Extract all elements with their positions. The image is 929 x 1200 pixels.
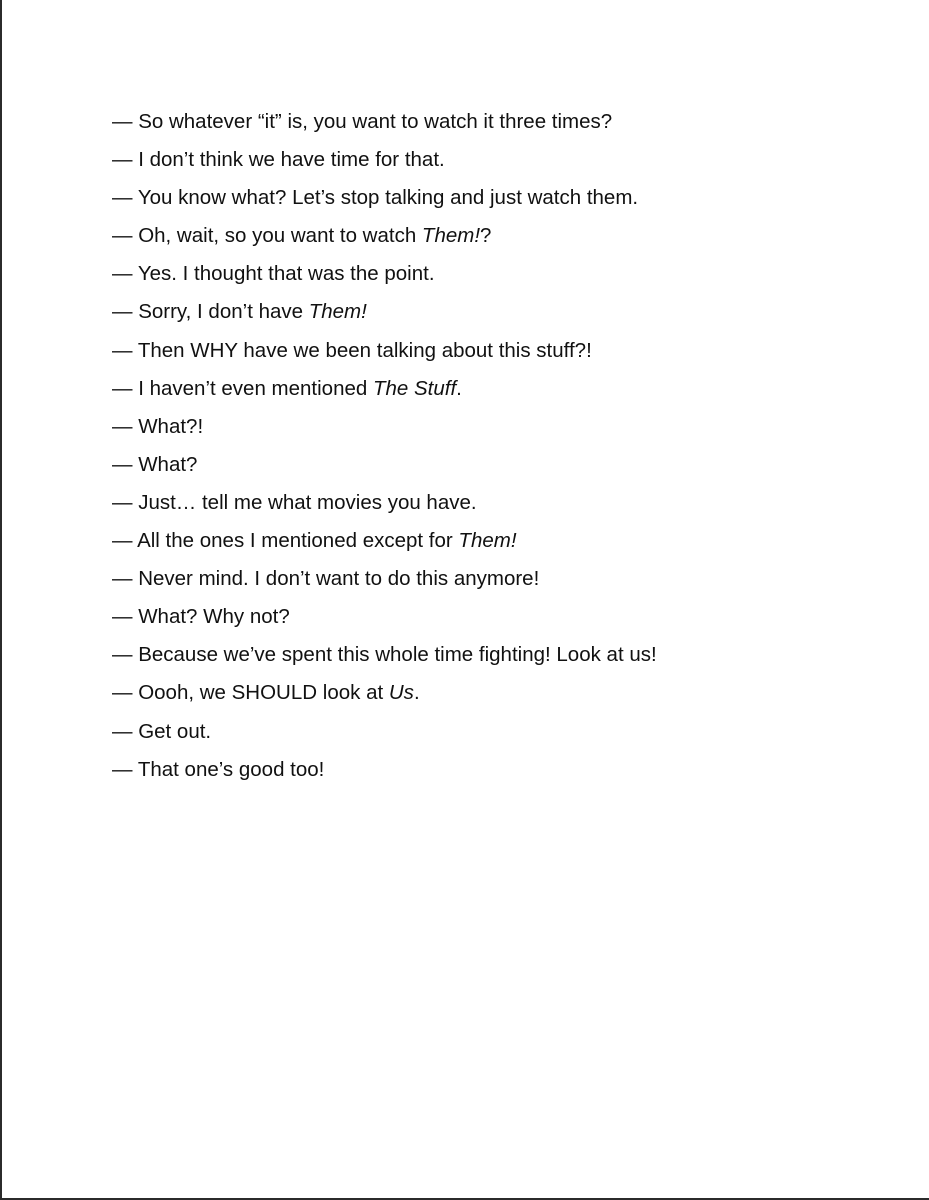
movie-title: The Stuff	[372, 376, 457, 400]
line-text: — Because we’ve spent this whole time fighting! Look at us!	[112, 643, 657, 667]
dialogue-line	[112, 602, 657, 640]
dialogue-line	[112, 755, 657, 793]
dialogue-line	[112, 412, 657, 450]
dialogue-line	[112, 564, 657, 602]
line-text: — You know what? Let’s stop talking and just watch them.	[112, 186, 639, 210]
dialogue-line	[112, 221, 657, 259]
line-text: ?	[480, 224, 492, 248]
dialogue-line	[112, 450, 657, 488]
line-text: — Oh, wait, so you want to watch	[112, 224, 422, 248]
dialogue-line	[112, 259, 657, 297]
line-text: — That one’s good too!	[112, 757, 325, 781]
line-text: — Sorry, I don’t have	[112, 300, 309, 324]
line-text: — I haven’t even mentioned	[112, 376, 373, 400]
line-text: — I don’t think we have time for that.	[112, 148, 445, 172]
dialogue-line	[112, 336, 657, 374]
line-text: — Just… tell me what movies you have.	[112, 490, 477, 514]
line-text: — What? Why not?	[112, 605, 290, 629]
dialogue-line	[112, 374, 657, 412]
line-text: — What?!	[112, 414, 204, 438]
dialogue-line	[112, 145, 657, 183]
line-text: — Yes. I thought that was the point.	[112, 262, 435, 286]
line-text: — So whatever “it” is, you want to watch it three times?	[112, 110, 613, 133]
dialogue-line	[112, 488, 657, 526]
movie-title: Them!	[458, 529, 517, 553]
dialogue-line	[112, 640, 657, 678]
line-text: — Never mind. I don’t want to do this anymore!	[112, 567, 540, 591]
dialogue-line	[112, 183, 657, 221]
movie-title: Them!	[421, 224, 481, 248]
dialogue-line	[112, 526, 657, 564]
dialogue-line	[112, 297, 657, 335]
dialogue-line	[112, 678, 657, 716]
dialogue-list	[112, 107, 657, 793]
dialogue-line	[112, 107, 657, 145]
movie-title: Us	[388, 681, 414, 705]
line-text: — Then WHY have we been talking about this stuff?!	[112, 338, 592, 362]
line-text: — What?	[112, 452, 198, 476]
line-text: .	[456, 376, 462, 400]
line-text: — All the ones I mentioned except for	[112, 529, 459, 553]
dialogue-line	[112, 717, 657, 755]
line-text: — Oooh, we SHOULD look at	[112, 681, 389, 705]
movie-title: Them!	[308, 300, 367, 324]
line-text: — Get out.	[112, 719, 212, 743]
line-text: .	[413, 681, 420, 705]
